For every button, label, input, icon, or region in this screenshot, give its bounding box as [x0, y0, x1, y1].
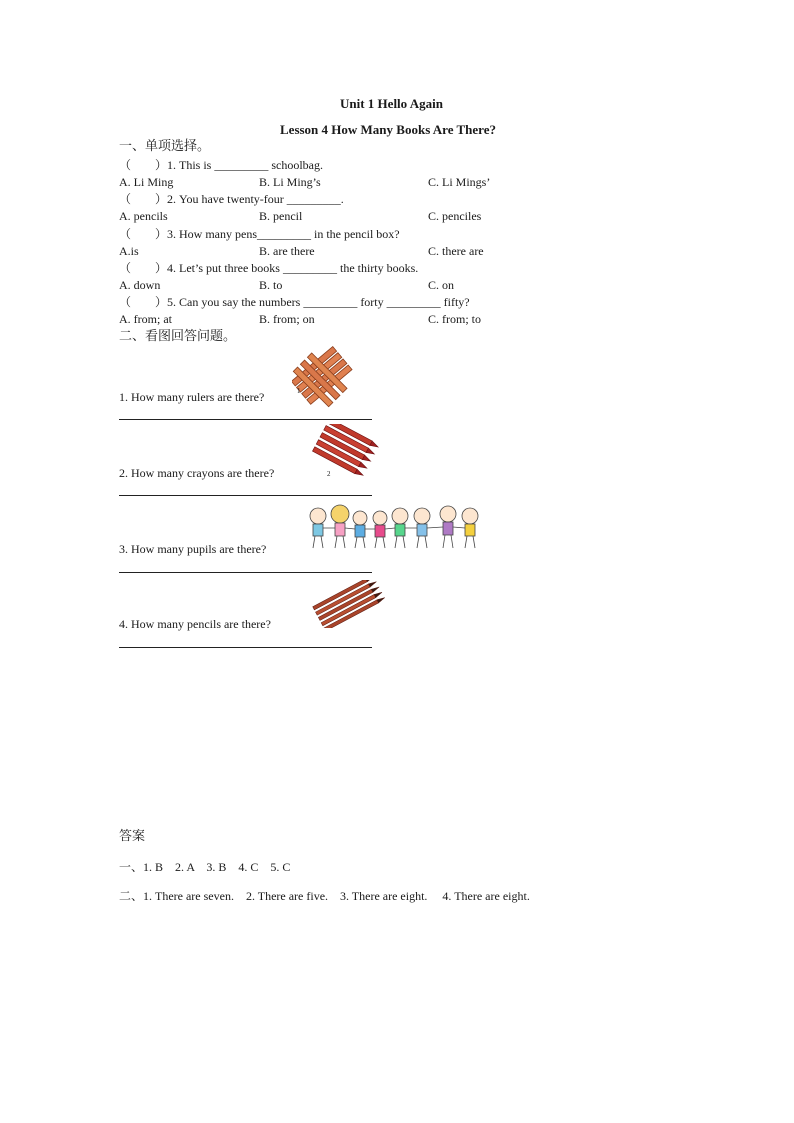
option-c: C. there are — [428, 244, 484, 258]
lesson-title: Lesson 4 How Many Books Are There? — [280, 122, 496, 137]
question-stem: （ ）5. Can you say the numbers _________ forty _________ fifty? — [119, 295, 470, 309]
option-c: C. Li Mings’ — [428, 175, 491, 189]
picture-label-2: 2 — [327, 470, 331, 478]
picture-question-4: 4. How many pencils are there? — [119, 617, 271, 631]
answer-line — [119, 495, 372, 496]
question-stem: （ ）3. How many pens_________ in the pencil box? — [119, 227, 400, 241]
pupils-image — [304, 500, 488, 552]
option-c: C. from; to — [428, 312, 481, 326]
question-stem: （ ）2. You have twenty-four _________. — [119, 192, 344, 206]
option-b: B. pencil — [259, 209, 303, 223]
answers-line-2: 二、1. There are seven. 2. There are five. 3. There are eight. 4. There are eight. — [119, 889, 530, 903]
option-a: A. pencils — [119, 209, 168, 223]
option-b: B. Li Ming’s — [259, 175, 321, 189]
answer-line — [119, 572, 372, 573]
option-b: B. are there — [259, 244, 315, 258]
picture-question-3: 3. How many pupils are there? — [119, 542, 267, 556]
option-a: A.is — [119, 244, 139, 258]
section1-heading: 一、单项选择。 — [119, 139, 211, 154]
section2-heading: 二、看图回答问题。 — [119, 329, 237, 344]
pencils-image — [312, 580, 392, 628]
unit-title: Unit 1 Hello Again — [340, 96, 443, 111]
question-stem: （ ）4. Let’s put three books _________ the thirty books. — [119, 261, 419, 275]
option-b: B. from; on — [259, 312, 315, 326]
answer-line — [119, 647, 372, 648]
option-a: A. Li Ming — [119, 175, 174, 189]
option-b: B. to — [259, 278, 283, 292]
crayons-image — [310, 424, 382, 480]
option-a: A. from; at — [119, 312, 172, 326]
rulers-image — [292, 346, 354, 408]
answers-heading: 答案 — [119, 829, 146, 844]
option-a: A. down — [119, 278, 161, 292]
picture-label-1: 1 — [297, 387, 301, 395]
option-c: C. on — [428, 278, 455, 292]
picture-question-2: 2. How many crayons are there? — [119, 466, 275, 480]
picture-question-1: 1. How many rulers are there? — [119, 390, 265, 404]
answers-line-1: 一、1. B 2. A 3. B 4. C 5. C — [119, 860, 291, 874]
option-c: C. penciles — [428, 209, 482, 223]
answer-line — [119, 419, 372, 420]
question-stem: （ ）1. This is _________ schoolbag. — [119, 158, 323, 172]
